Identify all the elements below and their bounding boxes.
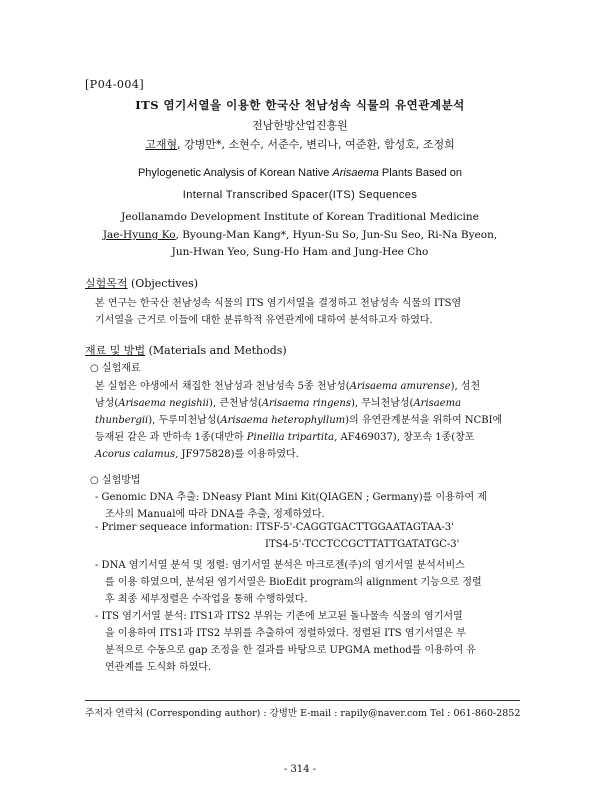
materials-line: Acorus calamus, JF975828)를 이용하였다.: [95, 449, 299, 460]
corresponding-author: 주저자 연락처 (Corresponding author) : 강병만 E-mail : rapily@naver.com Tel : 061-860-2852: [85, 708, 521, 719]
materials-line: 남성(Arisaema negishii), 큰천남성(Arisaema ringens), 무늬천남성(Arisaema: [95, 398, 462, 409]
materials-line: 등재된 같은 과 반하속 1종(대반하 Pinellia tripartita, AF469037), 창포속 1종(창포: [95, 432, 475, 443]
english-title-line1: Phylogenetic Analysis of Korean Native Arisaema Plants Based on: [137, 167, 463, 179]
korean-other-authors: , 강병만*, 소현수, 서준수, 변리나, 여준환, 함성호, 조정희: [177, 138, 455, 151]
korean-first-author: 고재형: [145, 138, 178, 151]
objectives-line: 기서열을 근거로 이들에 대한 분류학적 유연관계에 대하여 분석하고자 하였다.: [95, 315, 433, 326]
materials-line: thunbergii), 두루미천남성(Arisaema heterophyllum)의 유연관계분석을 위하여 NCBI에: [95, 415, 503, 426]
materials-subheading: ○ 실험재료: [90, 363, 141, 374]
objectives-heading: 실험목적 (Objectives): [85, 277, 199, 290]
english-institute: Jeollanamdo Development Institute of Korean Traditional Medicine: [121, 211, 479, 223]
korean-authors: [0, 136, 600, 152]
korean-institute: 전남한방산업진흥원: [252, 119, 348, 132]
method-dna-sequencing: 후 최종 세부정렬은 수작업을 통해 수행하였다.: [105, 594, 308, 605]
methods-heading: 재료 및 방법 (Materials and Methods): [85, 344, 287, 357]
method-its-analysis: 분적으로 수동으로 gap 조정을 한 결과를 바탕으로 UPGMA method를 이용하여 유: [105, 645, 476, 656]
method-genomic-dna: 조사의 Manual에 따라 DNA를 추출, 정제하였다.: [105, 509, 325, 520]
method-genomic-dna: - Genomic DNA 추출: DNeasy Plant Mini Kit(QIAGEN ; Germany)를 이용하여 제: [95, 492, 487, 503]
objectives-line: 본 연구는 한국산 천남성속 식물의 ITS 염기서열을 결정하고 천남성속 식물의 ITS염: [95, 298, 462, 309]
english-first-author: Jae-Hyung Ko: [102, 229, 176, 241]
english-authors-line1: Jae-Hyung Ko, Byoung-Man Kang*, Hyun-Su So, Jun-Su Seo, Ri-Na Byeon,: [102, 229, 498, 241]
method-its-analysis: 연관계를 도식화 하였다.: [105, 662, 212, 673]
method-dna-sequencing: 를 이용 하였으며, 분석된 염기서열은 BioEdit program의 alignment 기능으로 정렬: [105, 577, 482, 588]
footer-divider: [85, 700, 520, 701]
materials-line: 본 실험은 야생에서 채집한 천남성과 천남성속 5종 천남성(Arisaema amurense), 섬천: [95, 381, 481, 392]
method-dna-sequencing: - DNA 염기서열 분석 및 정렬: 염기서열 분석은 마크로젠(주)의 염기서열 분석서비스: [95, 560, 465, 571]
page-number: - 314 -: [283, 764, 317, 775]
abstract-code: [P04-004]: [85, 78, 145, 91]
korean-title: ITS 염기서열을 이용한 한국산 천남성속 식물의 유연관계분석: [135, 98, 465, 112]
methods-subheading: ○ 실험방법: [90, 475, 141, 486]
method-primer: - Primer sequeace information: ITSF-5'-CAGGTGACTTGGAATAGTAA-3': [95, 522, 454, 533]
method-its-analysis: - ITS 염기서열 분석: ITS1과 ITS2 부위는 기존에 보고된 돌나물속 식물의 염기서열: [95, 611, 463, 622]
english-authors-line2: Jun-Hwan Yeo, Sung-Ho Ham and Jung-Hee Cho: [171, 246, 429, 258]
genus-name: Arisaema: [332, 167, 379, 179]
method-primer: ITS4-5'-TCCTCCGCTTATTGATATGC-3': [265, 539, 460, 550]
english-title-line2: Internal Transcribed Spacer(ITS) Sequences: [182, 189, 418, 201]
method-its-analysis: 을 이용하여 ITS1과 ITS2 부위를 추출하여 정렬하였다. 정렬된 ITS 염기서열은 부: [105, 628, 466, 639]
